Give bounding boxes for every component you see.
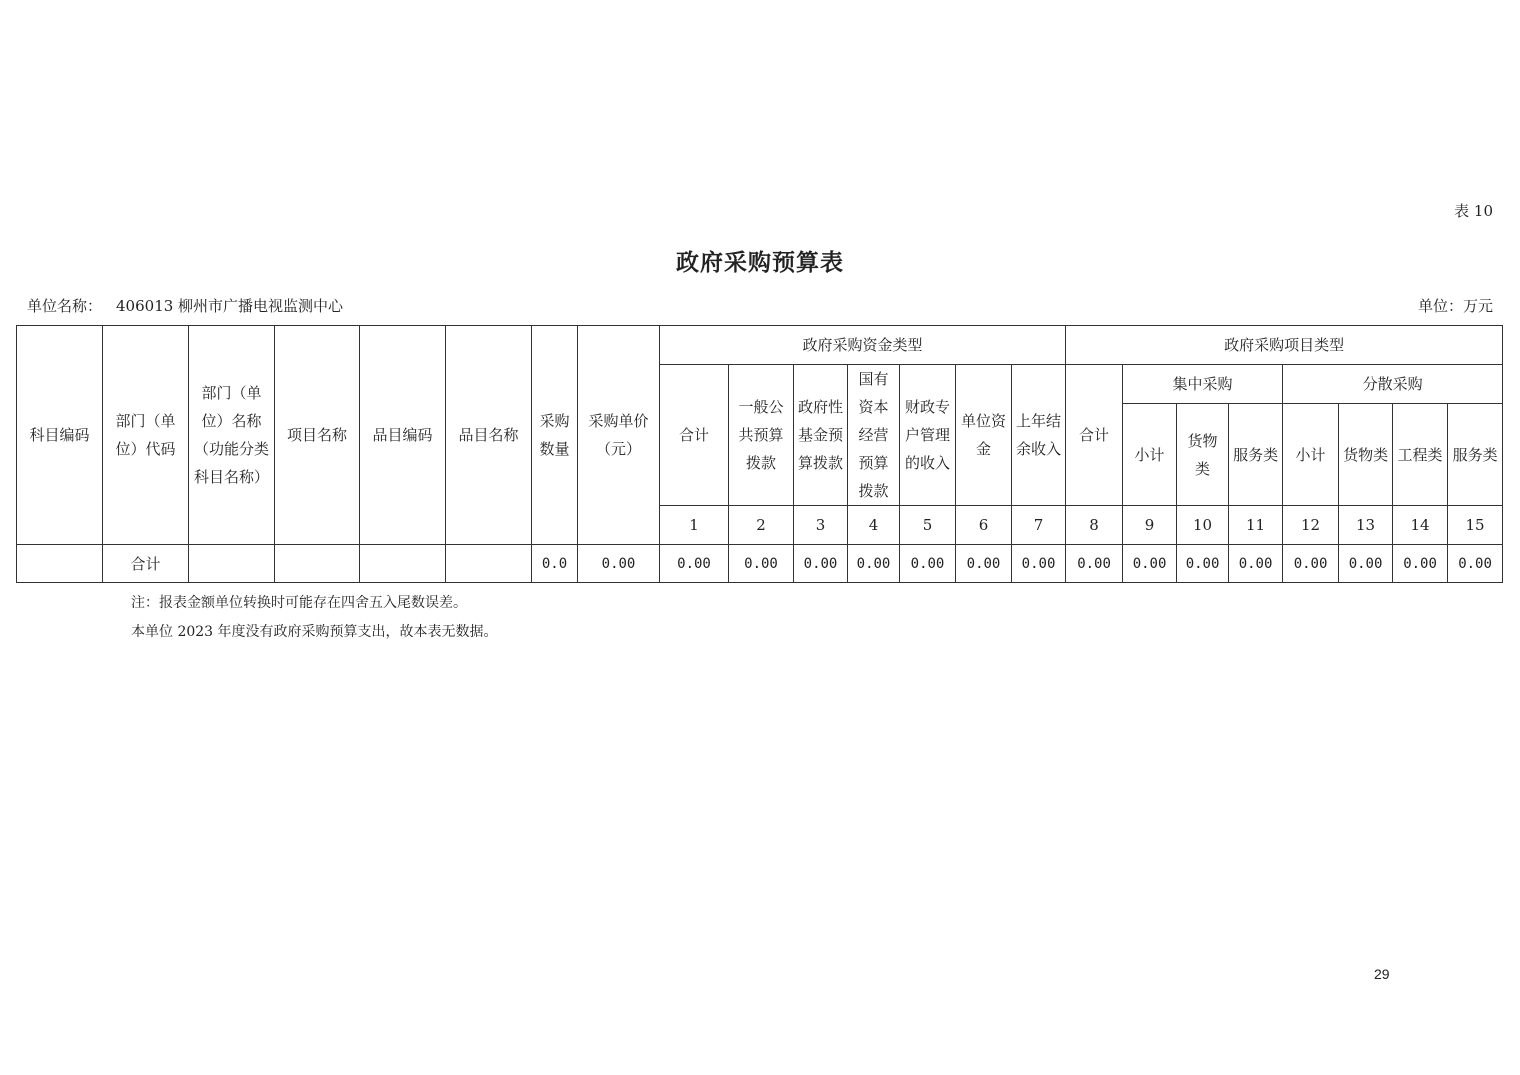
table-tag: 表 10	[1454, 202, 1493, 220]
total-quantity: 0.0	[532, 545, 578, 583]
header-gov-fund: 政府性基金预算拨款	[794, 365, 848, 506]
total-value: 0.00	[1012, 545, 1066, 583]
column-number: 6	[956, 506, 1012, 545]
currency-unit: 单位：万元	[1417, 297, 1493, 315]
cell-project-name	[275, 545, 360, 583]
total-value: 0.00	[1393, 545, 1448, 583]
column-number: 7	[1012, 506, 1066, 545]
header-carryover: 上年结余收入	[1012, 365, 1066, 506]
column-number: 13	[1339, 506, 1393, 545]
total-value: 0.00	[1229, 545, 1283, 583]
header-c-goods: 货物类	[1177, 404, 1229, 506]
column-number: 5	[900, 506, 956, 545]
header-dept-code: 部门（单位）代码	[103, 326, 189, 545]
page-number: 29	[1374, 966, 1390, 982]
header-d-subtotal: 小计	[1283, 404, 1339, 506]
total-value: 0.00	[1123, 545, 1177, 583]
header-state-capital: 国有资本经营预算拨款	[848, 365, 900, 506]
column-number: 3	[794, 506, 848, 545]
column-number: 1	[660, 506, 729, 545]
column-number: 10	[1177, 506, 1229, 545]
header-decentralized: 分散采购	[1283, 365, 1503, 404]
header-general-budget: 一般公共预算拨款	[729, 365, 794, 506]
total-value: 0.00	[1339, 545, 1393, 583]
unit-name	[27, 295, 343, 316]
total-value: 0.00	[729, 545, 794, 583]
header-centralized: 集中采购	[1123, 365, 1283, 404]
header-project-type-group: 政府采购项目类型	[1066, 326, 1503, 365]
column-number: 2	[729, 506, 794, 545]
page-title: 政府采购预算表	[676, 249, 844, 276]
total-value: 0.00	[956, 545, 1012, 583]
header-project-total: 合计	[1066, 365, 1123, 506]
column-number: 15	[1448, 506, 1503, 545]
header-item-name: 品目名称	[446, 326, 532, 545]
rounding-note: 注：报表金额单位转换时可能存在四舍五入尾数误差。	[131, 595, 467, 611]
total-value: 0.00	[1448, 545, 1503, 583]
column-number: 12	[1283, 506, 1339, 545]
header-fund-total: 合计	[660, 365, 729, 506]
table-row	[17, 545, 1503, 583]
column-number: 8	[1066, 506, 1123, 545]
total-value: 0.00	[1066, 545, 1123, 583]
header-unit-fund: 单位资金	[956, 365, 1012, 506]
total-value: 0.00	[794, 545, 848, 583]
header-dept-name: 部门（单位）名称（功能分类科目名称）	[189, 326, 275, 545]
header-project-name: 项目名称	[275, 326, 360, 545]
header-d-works: 工程类	[1393, 404, 1448, 506]
total-value: 0.00	[1177, 545, 1229, 583]
header-unit-price: 采购单价（元）	[578, 326, 660, 545]
column-number: 11	[1229, 506, 1283, 545]
column-number: 4	[848, 506, 900, 545]
header-subject-code: 科目编码	[17, 326, 103, 545]
total-value: 0.00	[660, 545, 729, 583]
header-c-services: 服务类	[1229, 404, 1283, 506]
cell-item-code	[360, 545, 446, 583]
header-d-services: 服务类	[1448, 404, 1503, 506]
header-quantity: 采购数量	[532, 326, 578, 545]
column-number: 14	[1393, 506, 1448, 545]
no-data-note: 本单位 2023 年度没有政府采购预算支出，故本表无数据。	[131, 624, 498, 640]
total-value: 0.00	[900, 545, 956, 583]
header-item-code: 品目编码	[360, 326, 446, 545]
header-c-subtotal: 小计	[1123, 404, 1177, 506]
header-d-goods: 货物类	[1339, 404, 1393, 506]
header-special-account: 财政专户管理的收入	[900, 365, 956, 506]
cell-item-name	[446, 545, 532, 583]
header-fund-type-group: 政府采购资金类型	[660, 326, 1066, 365]
total-label: 合计	[103, 545, 189, 583]
cell-subject-code	[17, 545, 103, 583]
procurement-budget-table	[16, 325, 1503, 583]
total-value: 0.00	[848, 545, 900, 583]
column-number: 9	[1123, 506, 1177, 545]
total-unit-price: 0.00	[578, 545, 660, 583]
total-value: 0.00	[1283, 545, 1339, 583]
cell-dept-name	[189, 545, 275, 583]
unit-name-label: 单位名称：	[27, 297, 103, 315]
unit-name-value: 406013 柳州市广播电视监测中心	[116, 297, 344, 315]
